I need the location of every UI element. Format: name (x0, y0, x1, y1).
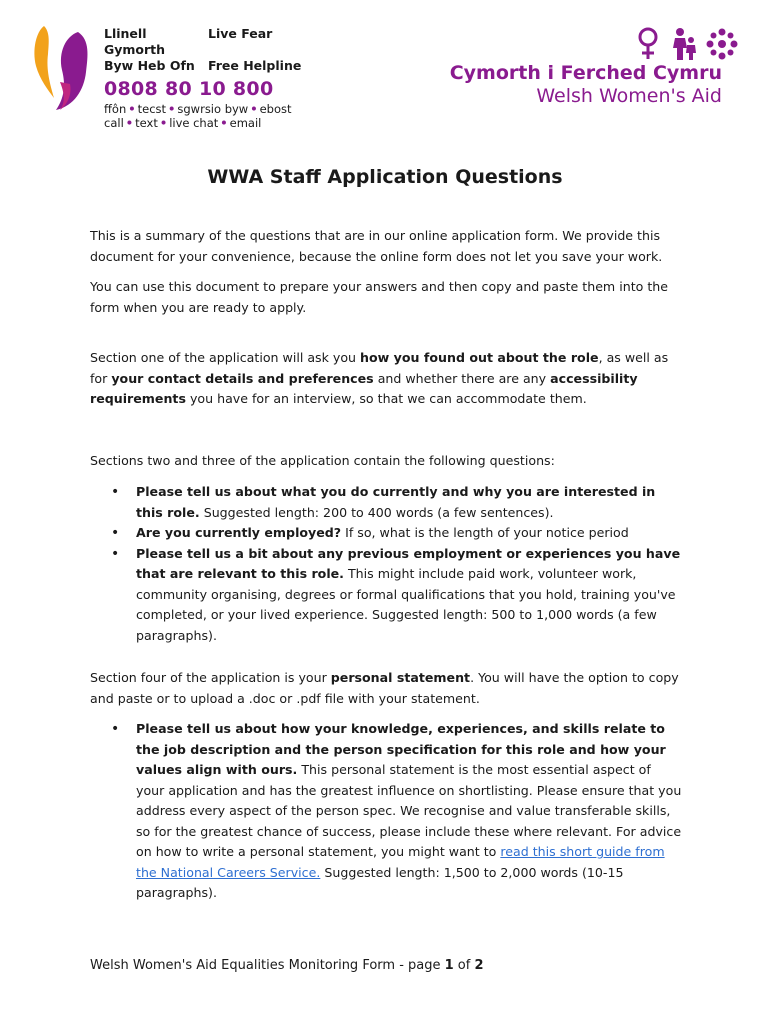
channel-label: call (104, 116, 124, 130)
text-run: This might include paid work, volunteer work, community organising, degrees or formal qualifications that you hold, training you've completed, or your lived experience. Suggested length: 500 to 1,000 words (a few paragraphs). (136, 566, 676, 643)
sections-two-three-list (108, 482, 682, 646)
org-name-en: Welsh Women's Aid (536, 85, 722, 107)
text-run: Suggested length: 200 to 400 words (a few sentences). (199, 504, 554, 520)
wwa-logo-icons (636, 26, 740, 62)
section-four-list (108, 719, 682, 904)
channel-label: sgwrsio byw (177, 102, 249, 116)
list-item (108, 523, 682, 544)
channel-label: text (135, 116, 158, 130)
flower-icon (707, 29, 738, 60)
list-item (108, 719, 682, 904)
text-run: . You will have the option to copy and paste or to upload a .doc or .pdf file with your statement. (90, 670, 679, 706)
bold-run: Are you currently employed? (136, 525, 342, 540)
page-title: WWA Staff Application Questions (207, 166, 563, 188)
channel-label: ffôn (104, 102, 127, 116)
female-symbol-icon (640, 29, 656, 59)
helpline-info (104, 26, 324, 130)
list-item (108, 544, 682, 647)
helpline-name-en: Live Fear (208, 26, 273, 41)
channel-label: ebost (259, 102, 292, 116)
bold-run: accessibility requirements (90, 370, 638, 406)
bold-run: personal statement (330, 670, 471, 685)
page-footer (90, 958, 484, 973)
bold-run: Please tell us a bit about any previous employment or experiences you have that are relevant to this role. (136, 545, 681, 581)
org-name-cy: Cymorth i Ferched Cymru (449, 62, 722, 84)
channel-label: email (229, 116, 262, 130)
channel-label: tecst (137, 102, 167, 116)
helpline-sub-en: Free Helpline (208, 58, 302, 73)
page-number: 1 (444, 958, 454, 973)
text-run: you have for an interview, so that we can accommodate them. (185, 391, 587, 406)
helpline-channels-en: call • text • live chat • email (104, 116, 262, 130)
bold-run: how you found out about the role (360, 350, 599, 365)
people-icon (673, 28, 696, 60)
intro-paragraph-2: You can use this document to prepare your answers and then copy and paste them into the form when you are ready to apply. (90, 279, 669, 315)
helpline-logo-icon (30, 22, 100, 114)
text-run: This personal statement is the most essential aspect of your application and has the greatest influence on shortlisting. Please ensure that you address every aspect of the person spec. We recognise and value transferable skills, so for the greatest chance of success, please include these where relevant. For advice on how to write a personal statement, you might want to (136, 762, 682, 859)
text-run: If so, what is the length of your notice period (341, 525, 629, 540)
footer-of: of (453, 958, 475, 973)
page-total: 2 (474, 958, 484, 973)
text-run: Section four of the application is your (90, 670, 331, 685)
section-one-paragraph (90, 348, 682, 410)
bold-run: your contact details and preferences (111, 370, 374, 386)
text-run: and whether there are any (373, 370, 551, 386)
helpline-channels-cy: ffôn • tecst • sgwrsio byw • ebost (104, 102, 292, 116)
helpline-sub-cy: Byw Heb Ofn (104, 58, 195, 73)
text-run: , as well as for (90, 350, 669, 386)
careers-guide-link[interactable]: read this short guide from the National Careers Service. (136, 844, 665, 880)
helpline-phone: 0808 80 10 800 (104, 78, 274, 100)
sections-two-three-intro: Sections two and three of the application contain the following questions: (90, 453, 555, 468)
intro-paragraph-1: This is a summary of the questions that are in our online application form. We provide this document for your convenience, because the online form does not let you save your work. (90, 228, 663, 264)
helpline-name-cy: Llinell Gymorth (104, 26, 166, 57)
channel-label: live chat (169, 116, 219, 130)
bold-run: Please tell us about how your knowledge, experiences, and skills relate to the job description and the person specification for this role and how your values align with ours. (136, 721, 666, 777)
text-run: Section one of the application will ask you (90, 350, 361, 365)
footer-text: Welsh Women's Aid Equalities Monitoring Form - page (90, 958, 445, 973)
list-item (108, 482, 682, 523)
text-run: Suggested length: 1,500 to 2,000 words (10-15 paragraphs). (136, 864, 624, 900)
section-four-paragraph (90, 668, 682, 709)
bold-run: Please tell us about what you do currently and why you are interested in this role. (136, 484, 656, 520)
